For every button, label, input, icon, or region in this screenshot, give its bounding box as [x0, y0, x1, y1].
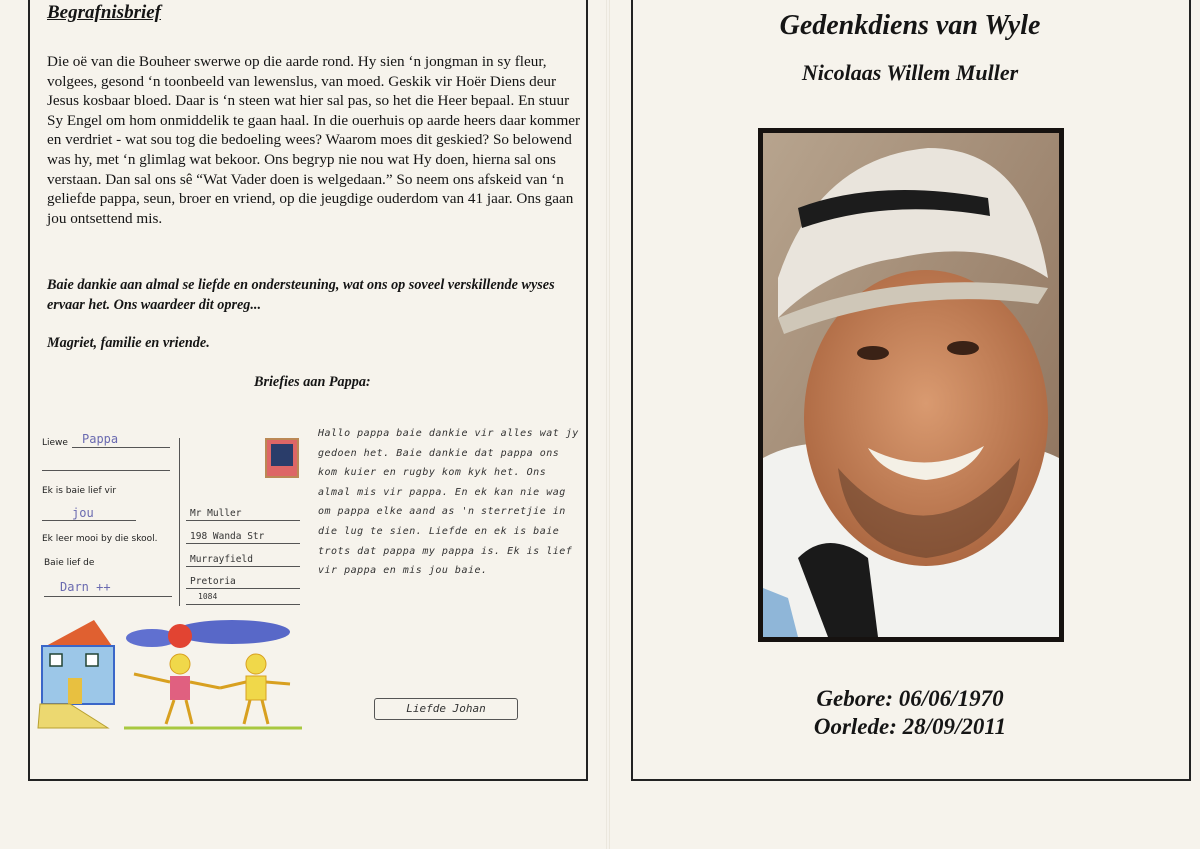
child-drawing: [34, 612, 306, 736]
family-signoff: Magriet, familie en vriende.: [47, 335, 210, 351]
stamp: [265, 438, 299, 478]
figure-head: [246, 654, 266, 674]
postcard-label-school: Ek leer mooi by die skool.: [42, 534, 158, 544]
figure-leg: [166, 700, 174, 724]
handwritten-letter: Hallo pappa baie dankie vir alles wat jy gedoen het. Baie dankie dat pappa ons kom kuier en rugby kom kyk het. Ons almal mis vir pappa. En ek kan nie wag om pappa elke aand as 'n sterretjie in die lug te sien. Liefde en ek is baie trots dat pappa my pappa is. Ek is lief vir pappa en mis jou baie.: [318, 428, 579, 577]
address-line: Pretoria: [190, 576, 236, 587]
postcard-divider: [179, 438, 180, 606]
portrait-photo: [758, 128, 1064, 642]
address-line: 1084: [198, 592, 218, 601]
postcard-label-dear: Liewe: [42, 438, 68, 448]
card-line: [44, 596, 172, 597]
house-window: [50, 654, 62, 666]
page-heading: Begrafnisbrief: [47, 2, 161, 23]
letters-title: Briefies aan Pappa:: [254, 374, 371, 390]
figure-arm: [220, 682, 246, 688]
card-line: [72, 447, 170, 448]
figure-leg: [244, 700, 250, 724]
card-line: [186, 566, 300, 567]
postcard-label-regards: Baie lief de: [44, 558, 95, 568]
postcard-value-love: jou: [72, 506, 94, 520]
figure-leg: [186, 700, 192, 724]
house-roof: [46, 620, 112, 646]
left-eye: [857, 346, 889, 360]
birth-date: Gebore: 06/06/1970: [816, 686, 1004, 711]
card-line: [186, 604, 300, 605]
card-line: [186, 588, 300, 589]
address-line: Mr Muller: [190, 508, 242, 519]
airplane-body: [168, 624, 192, 648]
card-line: [42, 470, 170, 471]
memorial-title: Gedenkdiens van Wyle: [779, 10, 1041, 41]
figure-body: [170, 676, 190, 700]
house-door: [68, 678, 82, 704]
stamp-image: [271, 444, 293, 466]
address-line: 198 Wanda Str: [190, 531, 265, 542]
postcard-value-dear: Pappa: [82, 432, 119, 446]
garden-path: [38, 704, 108, 728]
airplane-wing: [174, 620, 290, 644]
page-fold: [606, 0, 610, 849]
deceased-name: Nicolaas Willem Muller: [801, 60, 1019, 85]
card-line: [42, 520, 136, 521]
funeral-poem: Die oë van die Bouheer swerwe op die aarde rond. Hy sien ‘n jongman in sy fleur, volgees, gesond ‘n toonbeeld van lewenslus, van moed. Geskik vir Hoër Diens deur Jesus kosbaar bloed. Daar is ‘n steen wat hier sal pas, so het die Heer bepaal. En stuur Sy Engel om hom onmiddelik te gaan haal. In die ouerhuis op aarde heers daar kommer en verdriet - wat sou tog die bedoeling wees? Waarom moes dit geskied? So belowend was hy, met ‘n glimlag wat bekoor. Ons begryp nie nou wat Hy doen, hierna sal ons verstaan. Dan sal ons sê “Wat Vader doen is welgedaan.” So neem ons afskeid van ‘n geliefde pappa, seun, broer en vriend, op die jeugdige ouderdom van 41 jaar. Ons gaan jou ontsettend mis.: [47, 53, 581, 227]
letter-signature: Liefde Johan: [374, 698, 518, 720]
postcard-label-love: Ek is baie lief vir: [42, 486, 117, 496]
card-line: [186, 543, 300, 544]
figure-arm: [190, 682, 220, 688]
right-eye: [947, 341, 979, 355]
house-window: [86, 654, 98, 666]
death-date: Oorlede: 28/09/2011: [813, 714, 1007, 739]
figure-leg: [262, 700, 268, 724]
card-line: [186, 520, 300, 521]
portrait-photo-frame: [758, 128, 1064, 642]
address-line: Murrayfield: [190, 554, 253, 565]
figure-arm: [266, 682, 290, 684]
postcard-value-regards: Darn ++: [60, 580, 111, 594]
figure-body: [246, 676, 266, 700]
figure-head: [170, 654, 190, 674]
thank-you-note: Baie dankie aan almal se liefde en ondersteuning, wat ons op soveel verskillende wyses ervaar het. Ons waardeer dit opreg...: [47, 277, 555, 313]
figure-arm: [134, 674, 170, 682]
